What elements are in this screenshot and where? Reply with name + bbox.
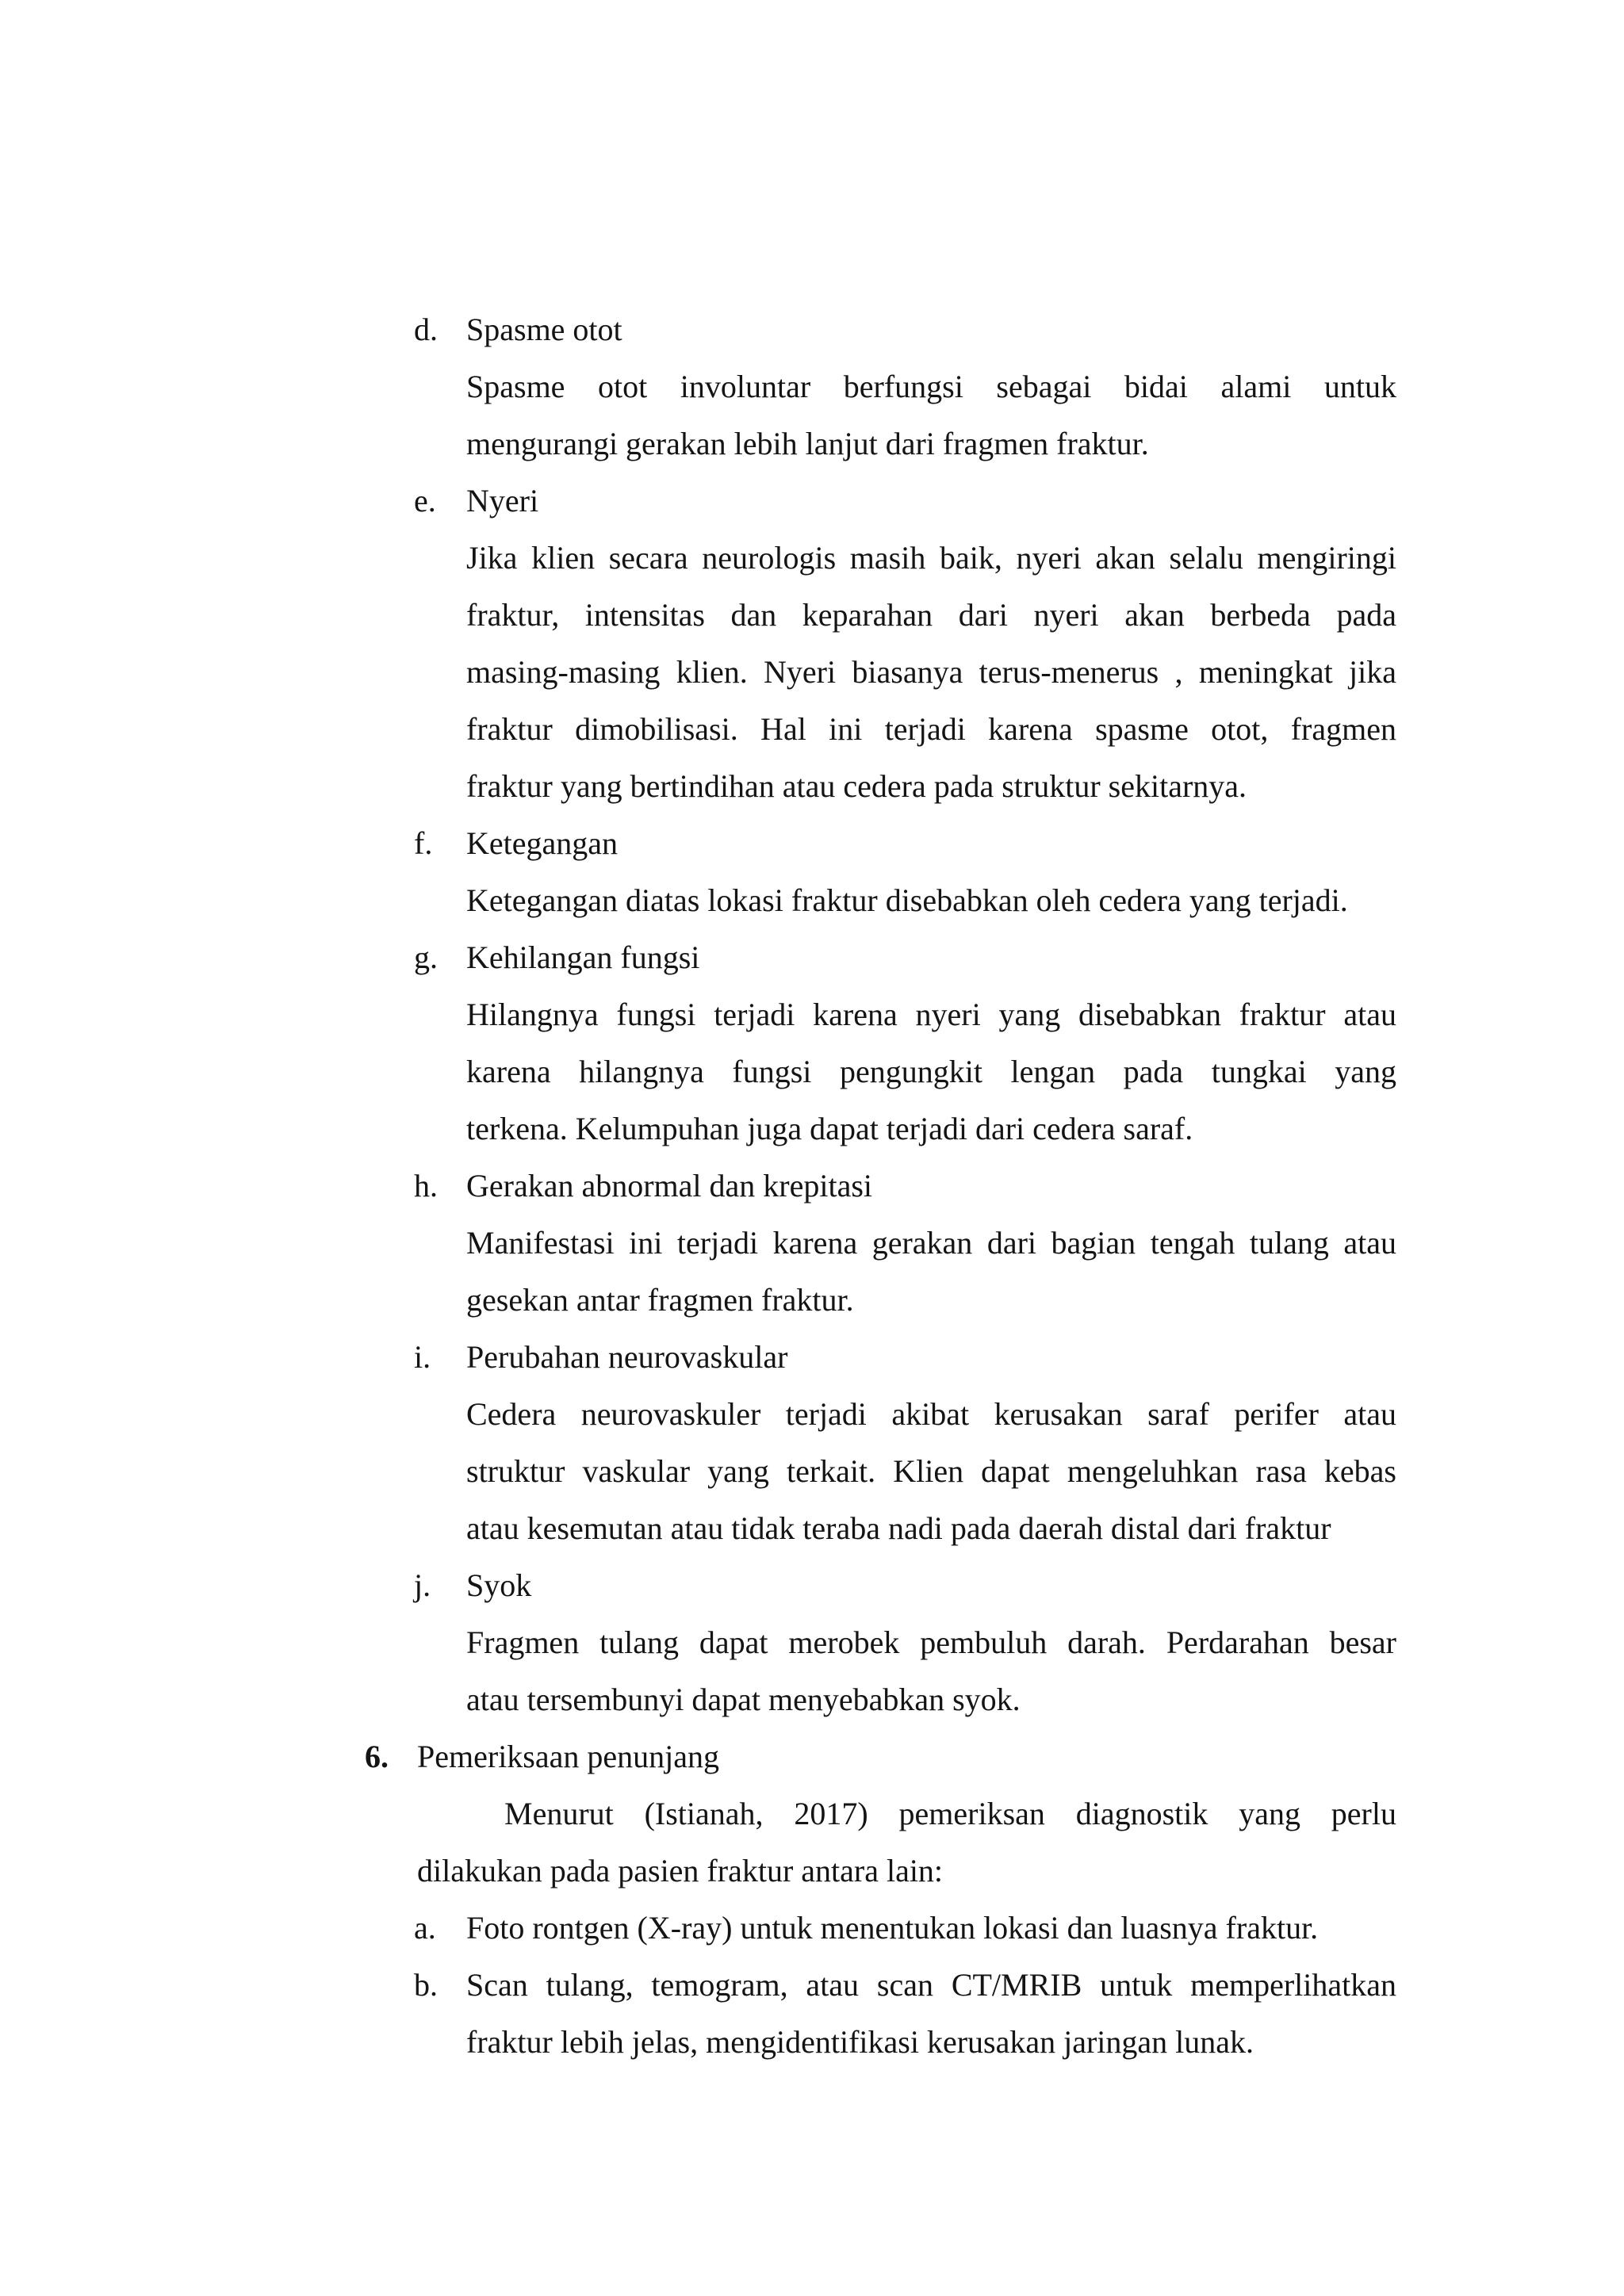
item-title: Nyeri (466, 483, 539, 519)
paragraph-line: Scan tulang, temogram, atau scan CT/MRIB untuk memperlihatkan (466, 1967, 1396, 2003)
paragraph-line: Spasme otot involuntar berfungsi sebagai bidai alami untuk (466, 369, 1396, 404)
paragraph-line: fraktur lebih jelas, mengidentifikasi kerusakan jaringan lunak. (466, 2024, 1254, 2060)
paragraph-line: Foto rontgen (X-ray) untuk menentukan lokasi dan luasnya fraktur. (466, 1910, 1319, 1946)
item-title: Perubahan neurovaskular (466, 1339, 788, 1375)
item-title: Kehilangan fungsi (466, 939, 700, 975)
section-title: Pemeriksaan penunjang (417, 1739, 719, 1774)
paragraph-line: dilakukan pada pasien fraktur antara lain: (417, 1853, 944, 1888)
paragraph-line: terkena. Kelumpuhan juga dapat terjadi dari cedera saraf. (466, 1111, 1193, 1146)
list-marker: f. (414, 825, 433, 861)
paragraph-line: Cedera neurovaskuler terjadi akibat kerusakan saraf perifer atau (466, 1396, 1396, 1432)
item-title: Syok (466, 1567, 532, 1603)
section-number: 6. (365, 1739, 389, 1774)
paragraph-line: fraktur yang bertindihan atau cedera pada struktur sekitarnya. (466, 768, 1247, 804)
paragraph-line: Hilangnya fungsi terjadi karena nyeri yang disebabkan fraktur atau (466, 997, 1396, 1032)
paragraph-line: Manifestasi ini terjadi karena gerakan dari bagian tengah tulang atau (466, 1225, 1396, 1261)
paragraph-line: gesekan antar fragmen fraktur. (466, 1282, 854, 1318)
list-marker: b. (414, 1967, 438, 2003)
paragraph-line: struktur vaskular yang terkait. Klien dapat mengeluhkan rasa kebas (466, 1453, 1396, 1489)
paragraph-line: fraktur, intensitas dan keparahan dari nyeri akan berbeda pada (466, 597, 1396, 633)
paragraph-line: fraktur dimobilisasi. Hal ini terjadi karena spasme otot, fragmen (466, 711, 1396, 747)
paragraph-line: atau kesemutan atau tidak teraba nadi pada daerah distal dari fraktur (466, 1510, 1331, 1546)
paragraph-line: Ketegangan diatas lokasi fraktur disebabkan oleh cedera yang terjadi. (466, 882, 1348, 918)
list-marker: g. (414, 939, 438, 975)
item-title: Spasme otot (466, 312, 622, 347)
list-marker: e. (414, 483, 436, 519)
list-marker: i. (414, 1339, 431, 1375)
list-marker: h. (414, 1168, 438, 1203)
list-marker: a. (414, 1910, 436, 1946)
list-marker: d. (414, 312, 438, 347)
paragraph-line: Jika klien secara neurologis masih baik, nyeri akan selalu mengiringi (466, 540, 1396, 576)
paragraph-line: Menurut (Istianah, 2017) pemeriksan diagnostik yang perlu (504, 1796, 1396, 1831)
paragraph-line: masing-masing klien. Nyeri biasanya terus-menerus , meningkat jika (466, 654, 1396, 690)
item-title: Gerakan abnormal dan krepitasi (466, 1168, 873, 1203)
paragraph-line: mengurangi gerakan lebih lanjut dari fragmen fraktur. (466, 426, 1149, 461)
paragraph-line: karena hilangnya fungsi pengungkit lengan pada tungkai yang (466, 1054, 1396, 1089)
list-marker: j. (414, 1567, 431, 1603)
paragraph-line: atau tersembunyi dapat menyebabkan syok. (466, 1682, 1021, 1717)
paragraph-line: Fragmen tulang dapat merobek pembuluh darah. Perdarahan besar (466, 1624, 1396, 1660)
item-title: Ketegangan (466, 825, 619, 861)
